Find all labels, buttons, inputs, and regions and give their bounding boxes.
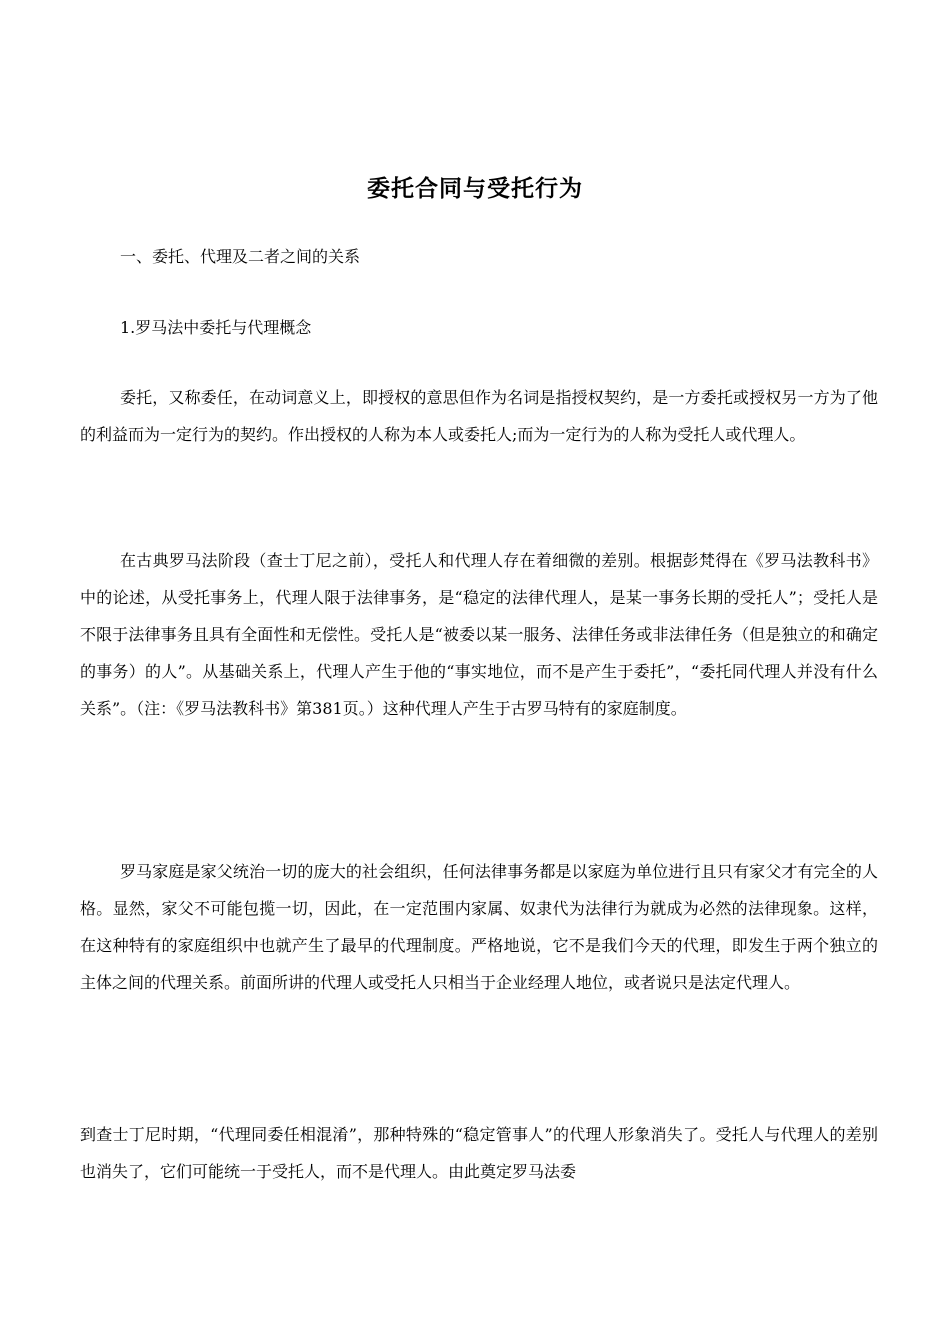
paragraph-justinian-period: 到查士丁尼时期，“代理同委任相混淆”，那种特殊的“稳定管事人”的代理人形象消失了。受托人与代理人的差别也消失了，它们可能统一于受托人，而不是代理人。由此奠定罗马法委 [80,1125,878,1181]
document-title: 委托合同与受托行为 [367,176,583,202]
paragraph-roman-family: 罗马家庭是家父统治一切的庞大的社会组织，任何法律事务都是以家庭为单位进行且只有家父才有完全的人格。显然，家父不可能包揽一切，因此，在一定范围内家属、奴隶代为法律行为就成为必然的法律现象。这样，在这种特有的家庭组织中也就产生了最早的代理制度。严格地说，它不是我们今天的代理，即发生于两个独立的主体之间的代理关系。前面所讲的代理人或受托人只相当于企业经理人地位，或者说只是法定代理人。 [80,862,878,992]
subsection-heading: 1.罗马法中委托与代理概念 [120,318,312,337]
paragraph-classical-period: 在古典罗马法阶段（查士丁尼之前），受托人和代理人存在着细微的差别。根据彭梵得在《罗马法教科书》中的论述，从受托事务上，代理人限于法律事务，是“稳定的法律代理人，是某一事务长期的受托人”；受托人是不限于法律事务且具有全面性和无偿性。受托人是“被委以某一服务、法律任务或非法律任务（但是独立的和确定的事务）的人”。从基础关系上，代理人产生于他的“事实地位，而不是产生于委托”，“委托同代理人并没有什么关系”。（注：《罗马法教科书》第381页。）这种代理人产生于古罗马特有的家庭制度。 [80,551,878,718]
paragraph-definition: 委托，又称委任，在动词意义上，即授权的意思但作为名词是指授权契约，是一方委托或授权另一方为了他的利益而为一定行为的契约。作出授权的人称为本人或委托人;而为一定行为的人称为受托人或代理人。 [80,388,878,444]
section-heading: 一、委托、代理及二者之间的关系 [120,247,361,266]
